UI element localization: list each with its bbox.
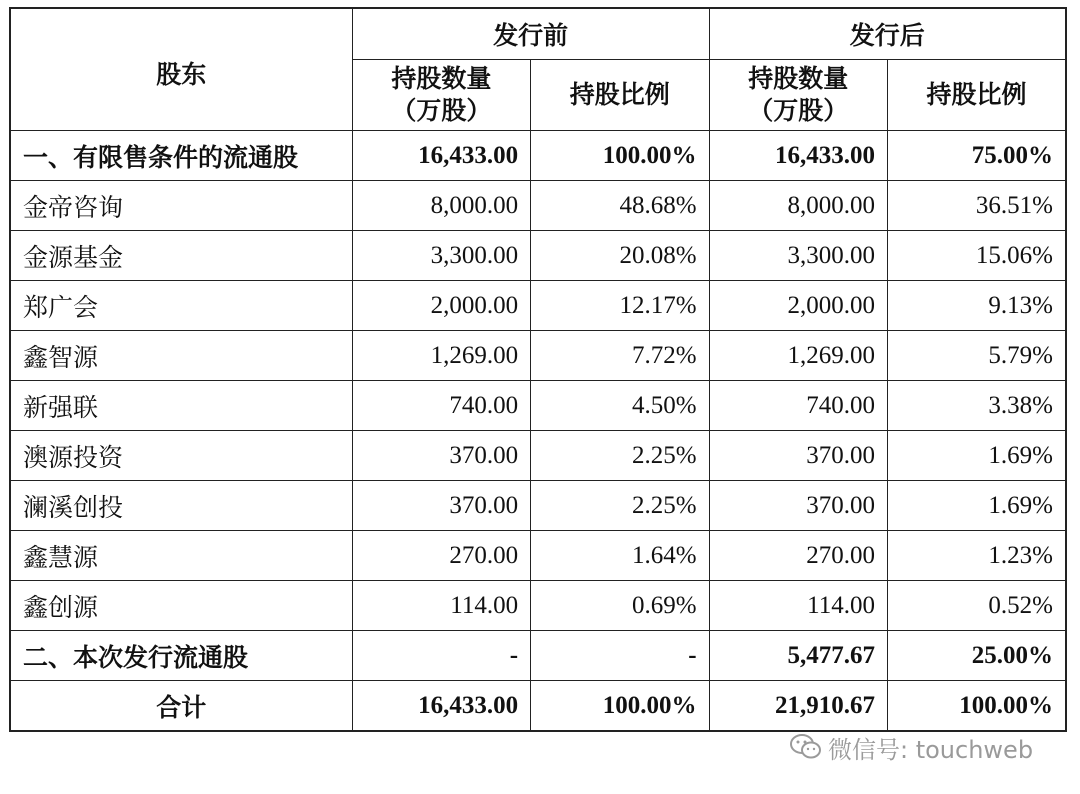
row-after-qty: 114.00	[709, 581, 887, 631]
row-after-qty: 5,477.67	[709, 631, 887, 681]
row-before-ratio: 2.25%	[531, 431, 709, 481]
row-after-ratio: 1.69%	[888, 481, 1067, 531]
row-before-qty: 1,269.00	[352, 331, 530, 381]
row-after-qty: 1,269.00	[709, 331, 887, 381]
row-after-qty: 2,000.00	[709, 281, 887, 331]
row-before-ratio: -	[531, 631, 709, 681]
row-before-ratio: 20.08%	[531, 231, 709, 281]
row-after-qty: 740.00	[709, 381, 887, 431]
table-row	[10, 481, 1066, 531]
header-after-ratio: 持股比例	[888, 60, 1067, 131]
row-before-ratio: 7.72%	[531, 331, 709, 381]
row-after-ratio: 100.00%	[888, 681, 1067, 732]
row-after-ratio: 1.69%	[888, 431, 1067, 481]
wechat-icon	[790, 733, 822, 761]
row-before-ratio: 0.69%	[531, 581, 709, 631]
table-row	[10, 531, 1066, 581]
row-before-ratio: 100.00%	[531, 681, 709, 732]
row-after-qty: 3,300.00	[709, 231, 887, 281]
row-before-qty: 370.00	[352, 431, 530, 481]
row-after-qty: 370.00	[709, 481, 887, 531]
header-qty-line2: （万股）	[391, 96, 492, 125]
row-shareholder: 澳源投资	[10, 431, 352, 481]
table-row	[10, 631, 1066, 681]
table-row	[10, 581, 1066, 631]
table-total-row	[10, 681, 1066, 732]
table-row	[10, 281, 1066, 331]
header-before-ratio: 持股比例	[531, 60, 709, 131]
row-shareholder: 新强联	[10, 381, 352, 431]
header-after-issue: 发行后	[709, 8, 1066, 60]
table-row	[10, 331, 1066, 381]
row-after-ratio: 36.51%	[888, 181, 1067, 231]
row-before-qty: 16,433.00	[352, 681, 530, 732]
row-shareholder: 金帝咨询	[10, 181, 352, 231]
header-qty-line2: （万股）	[748, 96, 849, 125]
row-shareholder: 一、有限售条件的流通股	[10, 131, 352, 181]
row-after-ratio: 0.52%	[888, 581, 1067, 631]
row-before-ratio: 12.17%	[531, 281, 709, 331]
header-shareholder: 股东	[10, 8, 352, 131]
header-before-issue: 发行前	[352, 8, 709, 60]
row-before-ratio: 4.50%	[531, 381, 709, 431]
row-before-qty: 16,433.00	[352, 131, 530, 181]
row-before-qty: 270.00	[352, 531, 530, 581]
row-after-ratio: 15.06%	[888, 231, 1067, 281]
row-after-qty: 8,000.00	[709, 181, 887, 231]
row-shareholder: 郑广会	[10, 281, 352, 331]
row-shareholder: 澜溪创投	[10, 481, 352, 531]
row-after-ratio: 75.00%	[888, 131, 1067, 181]
row-before-qty: -	[352, 631, 530, 681]
header-qty-line1: 持股数量	[391, 64, 492, 93]
table-row	[10, 431, 1066, 481]
watermark-text: 微信号: touchweb	[828, 735, 1034, 764]
row-before-qty: 370.00	[352, 481, 530, 531]
table-row	[10, 381, 1066, 431]
row-after-qty: 16,433.00	[709, 131, 887, 181]
row-after-qty: 270.00	[709, 531, 887, 581]
row-before-ratio: 2.25%	[531, 481, 709, 531]
row-before-ratio: 48.68%	[531, 181, 709, 231]
row-shareholder: 二、本次发行流通股	[10, 631, 352, 681]
header-qty-line1: 持股数量	[748, 64, 849, 93]
row-after-qty: 370.00	[709, 431, 887, 481]
row-before-qty: 114.00	[352, 581, 530, 631]
row-shareholder: 合计	[10, 681, 352, 732]
row-shareholder: 鑫创源	[10, 581, 352, 631]
row-before-ratio: 1.64%	[531, 531, 709, 581]
row-after-ratio: 5.79%	[888, 331, 1067, 381]
row-before-qty: 740.00	[352, 381, 530, 431]
shareholding-table	[9, 7, 1067, 732]
header-before-qty	[352, 60, 530, 131]
table-row	[10, 131, 1066, 181]
header-after-qty	[709, 60, 887, 131]
wechat-watermark	[790, 730, 1033, 764]
row-after-ratio: 1.23%	[888, 531, 1067, 581]
row-after-ratio: 3.38%	[888, 381, 1067, 431]
table-row	[10, 231, 1066, 281]
table-row	[10, 181, 1066, 231]
row-shareholder: 鑫智源	[10, 331, 352, 381]
row-shareholder: 金源基金	[10, 231, 352, 281]
row-before-qty: 2,000.00	[352, 281, 530, 331]
row-before-ratio: 100.00%	[531, 131, 709, 181]
row-after-ratio: 9.13%	[888, 281, 1067, 331]
row-before-qty: 3,300.00	[352, 231, 530, 281]
row-before-qty: 8,000.00	[352, 181, 530, 231]
row-shareholder: 鑫慧源	[10, 531, 352, 581]
row-after-ratio: 25.00%	[888, 631, 1067, 681]
row-after-qty: 21,910.67	[709, 681, 887, 732]
